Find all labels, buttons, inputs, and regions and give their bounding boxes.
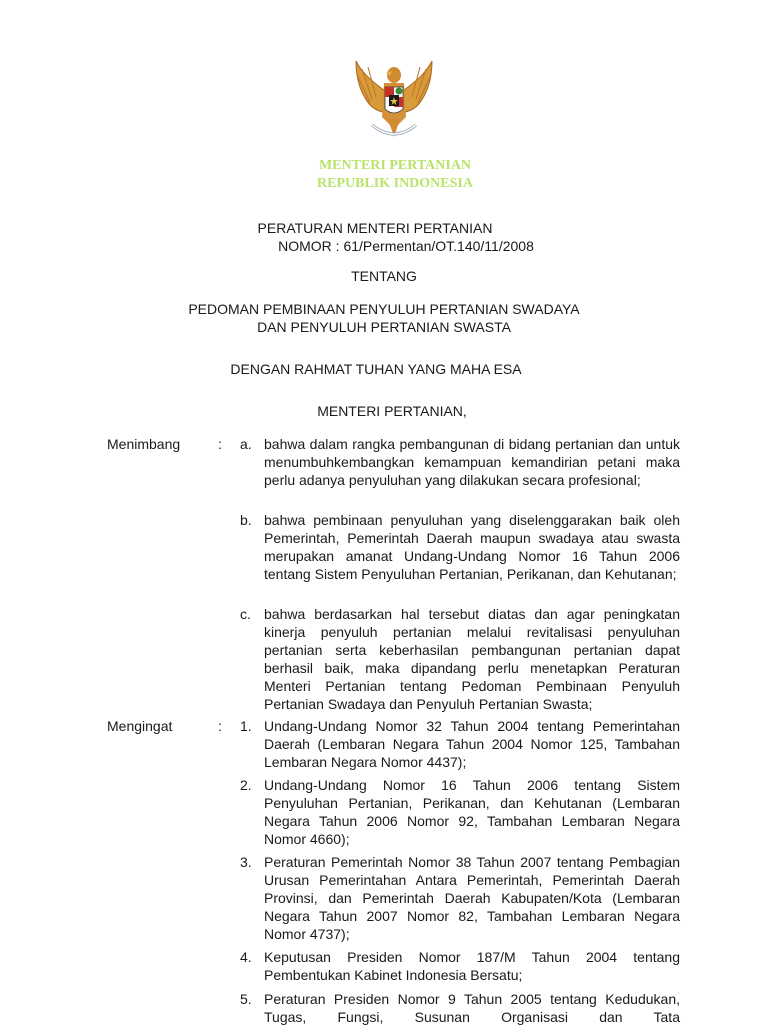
- garuda-emblem-icon: [350, 55, 438, 147]
- item-text: Peraturan Presiden Nomor 9 Tahun 2005 tentang Kedudukan, Tugas, Fungsi, Susunan Organisasi dan Tata: [264, 991, 680, 1025]
- menimbang-colon: :: [218, 436, 222, 452]
- item-text: Undang-Undang Nomor 16 Tahun 2006 tentang Sistem Penyuluhan Pertanian, Perikanan, dan Kehutanan (Lembaran Negara Tahun 2006 Nomor 92, Tambahan Lembaran Negara Nomor 4660);: [264, 777, 680, 847]
- mengingat-label: Mengingat: [107, 718, 173, 734]
- item-marker: 4.: [240, 949, 252, 965]
- item-marker: 5.: [240, 991, 252, 1007]
- item-marker: 2.: [240, 777, 252, 793]
- menimbang-label: Menimbang: [107, 436, 181, 452]
- mengingat-colon: :: [218, 718, 222, 734]
- minister-heading: MENTERI PERTANIAN,: [317, 403, 467, 419]
- subject-line-1: PEDOMAN PEMBINAAN PENYULUH PERTANIAN SWADAYA: [188, 301, 580, 317]
- item-text: bahwa pembinaan penyuluhan yang diselenggarakan baik oleh Pemerintah, Pemerintah Daerah maupun swadaya atau swasta merupakan amanat Undang-Undang Nomor 16 Tahun 2006 tentang Sistem Penyuluhan Pertanian, Perikanan, dan Kehutanan;: [264, 512, 680, 582]
- regulation-title: PERATURAN MENTERI PERTANIAN: [257, 220, 493, 236]
- item-marker: a.: [240, 436, 252, 452]
- item-marker: 1.: [240, 718, 252, 734]
- item-text: Keputusan Presiden Nomor 187/M Tahun 2004 tentang Pembentukan Kabinet Indonesia Bersatu;: [264, 949, 680, 983]
- item-text: bahwa dalam rangka pembangunan di bidang pertanian dan untuk menumbuhkembangkan kemampuan kemandirian petani maka perlu adanya penyuluhan yang dilakukan secara profesional;: [264, 436, 680, 488]
- item-marker: c.: [240, 606, 251, 622]
- ministry-line-2: REPUBLIK INDONESIA: [317, 176, 473, 191]
- item-text: bahwa berdasarkan hal tersebut diatas dan agar peningkatan kinerja penyuluh pertanian melalui revitalisasi penyuluhan pertanian serta keberhasilan pembangunan pertanian dapat berhasil baik, maka dipandang perlu menetapkan Peraturan Menteri Pertanian tentang Pedoman Pembinaan Penyuluh Pertanian Swadaya dan Penyuluh Pertanian Swasta;: [264, 606, 680, 712]
- subject-line-2: DAN PENYULUH PERTANIAN SWASTA: [257, 319, 511, 335]
- item-marker: 3.: [240, 854, 252, 870]
- preamble: DENGAN RAHMAT TUHAN YANG MAHA ESA: [230, 361, 522, 377]
- tentang-heading: TENTANG: [351, 268, 417, 284]
- ministry-line-1: MENTERI PERTANIAN: [318, 158, 472, 173]
- item-text: Peraturan Pemerintah Nomor 38 Tahun 2007 tentang Pembagian Urusan Pemerintahan Antara Pemerintah, Pemerintah Daerah Provinsi, dan Pemerintah Daerah Kabupaten/Kota (Lembaran Negara Tahun 2007 Nomor 82, Tambahan Lembaran Negara Nomor 4737);: [264, 854, 680, 942]
- item-text: Undang-Undang Nomor 32 Tahun 2004 tentang Pemerintahan Daerah (Lembaran Negara Tahun 2004 Nomor 125, Tambahan Lembaran Negara Nomor 4437);: [264, 718, 680, 770]
- item-marker: b.: [240, 512, 252, 528]
- ministry-heading: [300, 157, 490, 193]
- regulation-number: NOMOR : 61/Permentan/OT.140/11/2008: [278, 238, 534, 254]
